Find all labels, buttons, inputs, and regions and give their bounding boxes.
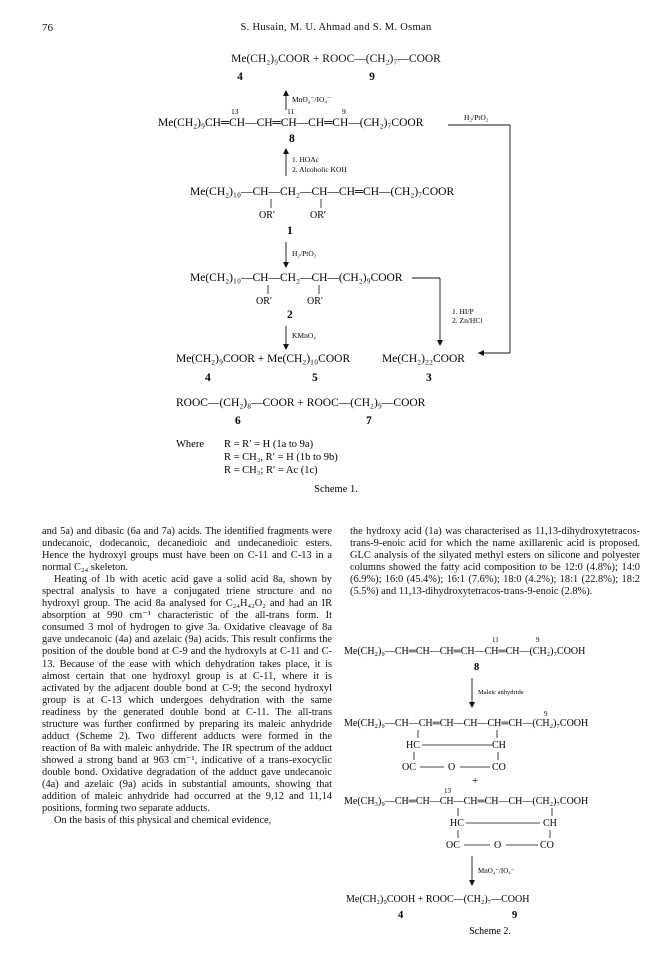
s1-where-line-3: R = CH₃; R′ = Ac (1c) <box>224 465 318 476</box>
s2-adduct-2: Me(CH₃)₉—CH═CH—CH—CH═CH—CH—(CH₂)₇COOH <box>344 796 589 807</box>
s2-adduct2-co: CO <box>540 840 554 851</box>
s2-position-9b: 9 <box>544 710 548 718</box>
s1-row5-right: Me(CH₂)₂₂COOR <box>382 353 465 365</box>
s1-position-9: 9 <box>342 107 346 116</box>
s2-num-4: 4 <box>398 910 404 921</box>
s1-row5-left: Me(CH₂)₉COOR + Me(CH₂)₁₀COOR <box>176 353 351 365</box>
left-paragraph-2: Heating of 1b with acetic acid gave a solid acid 8a, shown by spectral analysis to have a conjugated triene structure and no hydroxyl group. The acid 8a analysed for C₂₄H₄₂O₂ and had an IR absorption at 990 cm⁻¹ characteristic of the all-trans form. It consumed 3 mol of hydrogen to give 3a. Oxidative cleavage of 8a gave undecanoic (4a) and azelaic (9a) acids. This result confirms the position of the double bond at C-9 and the hydroxyls at C-11 and C-13. Because of the ease with which dehydration takes place, it is almost certain that one hydroxyl group is at C-11, where it is activated by the adjacent double bond at C-9; the second hydroxyl group is at C-13 which undergoes dehydration with the same readiness by the generated double bond at C-11. The all-trans structure was further confirmed by preparing its maleic anhydride adduct (Scheme 2). Two different adducts were formed in the reaction of 8a with maleic anhydride. The IR spectrum of the adduct showed a strong band at 963 cm⁻¹, indicative of a trans-exocyclic double bond. Oxidative degradation of the adduct gave undecanoic (4a) and azelaic (9a) acids in substantial amounts, showing that addition of maleic anhydride had occurred at the 9,12 and 11,14 positions, forming two separate adducts. <box>42 574 332 815</box>
s1-reagent-kmno4: KMnO₄ <box>292 331 316 340</box>
s1-row1-num-9: 9 <box>369 71 375 83</box>
left-paragraph-1: and 5a) and dibasic (6a and 7a) acids. The identified fragments were undecanoic, dodecanoic, decanedioic and undecanedioic esters. Hence the hydroxyl groups must have been on C-11 and C-13 in a normal C₂₄ skeleton. <box>42 526 332 574</box>
s1-reagent-hydrogenation-mid: H₂/PtO₂ <box>292 249 317 258</box>
s2-reagent-maleic: Maleic anhydride <box>478 689 524 696</box>
s1-row6-num-6: 6 <box>235 415 241 427</box>
s2-adduct1-o: O <box>448 762 456 773</box>
s2-adduct2-oc: OC <box>446 840 460 851</box>
s2-adduct2-o: O <box>494 840 502 851</box>
scheme-2 <box>340 612 640 952</box>
s1-row3-or-b: OR′ <box>310 210 327 221</box>
s2-position-11: 11 <box>492 636 499 644</box>
s2-adduct1-hc: HC <box>406 740 420 751</box>
s2-plus: + <box>472 775 479 787</box>
s1-row3-or-a: OR′ <box>259 210 276 221</box>
s1-row2-triene: Me(CH₂)₉CH═CH—CH═CH—CH═CH—(CH₂)₇COOR <box>158 117 424 129</box>
s2-position-13: 13 <box>444 787 451 795</box>
s2-position-9: 9 <box>536 636 540 644</box>
s1-reagent-zn: 2. Zn/HCl <box>452 316 483 325</box>
s1-where-label: Where <box>176 439 204 450</box>
s2-caption: Scheme 2. <box>469 926 511 937</box>
left-paragraph-3: On the basis of this physical and chemical evidence, <box>54 815 272 827</box>
s2-row1-num-8: 8 <box>474 662 480 673</box>
s2-products: Me(CH₂)₉COOH + ROOC—(CH₂)₇—COOH <box>346 894 530 905</box>
s1-reagent-oxidation: MnO₄⁻/IO₄⁻ <box>292 95 331 104</box>
body-left-column <box>42 526 332 827</box>
s2-num-9: 9 <box>512 910 518 921</box>
s1-where-line-1: R = R′ = H (1a to 9a) <box>224 439 314 450</box>
s1-reagent-hydrogenation-top: H₂/PtO₂ <box>464 113 489 122</box>
s1-row6: ROOC—(CH₂)₈—COOR + ROOC—(CH₂)₉—COOR <box>176 397 426 409</box>
s2-adduct1-co: CO <box>492 762 506 773</box>
s1-reagent-koh: 2. Alcoholic KOH <box>292 165 347 174</box>
s2-row1-triene-acid: Me(CH₂)₉—CH═CH—CH═CH—CH═CH—(CH₂)₇COOH <box>344 646 586 657</box>
s2-adduct-1: Me(CH₂)₉—CH—CH═CH—CH—CH═CH—(CH₂)₇COOH <box>344 718 589 729</box>
s1-row4-compound-2: Me(CH₂)₁₀—CH—CH₂—CH—(CH₂)₉COOR <box>190 272 403 284</box>
page-number: 76 <box>42 22 53 34</box>
s1-row1-num-4: 4 <box>237 71 243 83</box>
s2-adduct1-oc: OC <box>402 762 416 773</box>
s1-position-11: 11 <box>287 107 295 116</box>
s1-where-line-2: R = CH₃, R′ = H (1b to 9b) <box>224 452 338 463</box>
s1-row4-or-a: OR′ <box>256 296 273 307</box>
s1-row2-num-8: 8 <box>289 133 295 145</box>
s1-caption: Scheme 1. <box>314 484 358 495</box>
s1-row4-num-2: 2 <box>287 309 293 321</box>
s1-row5-num-4: 4 <box>205 372 211 384</box>
s2-reagent-oxidation: MnO₄⁻/IO₄⁻ <box>478 867 515 875</box>
s1-row5-num-5: 5 <box>312 372 318 384</box>
s2-adduct2-hc: HC <box>450 818 464 829</box>
s1-row3-compound-1: Me(CH₂)₁₀—CH—CH₂—CH—CH═CH—(CH₂)₇COOR <box>190 186 455 198</box>
s1-row1: Me(CH₂)₉COOR + ROOC—(CH₂)₇—COOR <box>231 53 441 65</box>
s2-adduct2-ch: CH <box>543 818 557 829</box>
body-right-column <box>350 526 640 598</box>
s2-adduct1-ch: CH <box>492 740 506 751</box>
s1-position-13: 13 <box>231 107 239 116</box>
s1-row6-num-7: 7 <box>366 415 372 427</box>
s1-reagent-hoac: 1. HOAc <box>292 155 320 164</box>
right-paragraph-1: the hydroxy acid (1a) was characterised as 11,13-dihydroxytetracos-trans-9-enoic acid for which the name axillarenic acid is proposed. GLC analysis of the silyated methyl esters on silicone and polyester columns showed the fatty acid composition to be 12:0 (4.8%); 14:0 (6.9%); 16:0 (45.4%); 16:1 (7.6%); 18:0 (4.2%); 18:1 (22.8%); 18:2 (5.5%) and 11,13-dihydroxytetracos-trans-9-enoic (2.8%). <box>350 526 640 598</box>
s1-reagent-hip: 1. HI/P <box>452 307 474 316</box>
s1-row3-num-1: 1 <box>287 225 293 237</box>
running-head-authors: S. Husain, M. U. Ahmad and S. M. Osman <box>240 22 432 33</box>
s1-row4-or-b: OR′ <box>307 296 324 307</box>
s1-row5-num-3: 3 <box>426 372 432 384</box>
